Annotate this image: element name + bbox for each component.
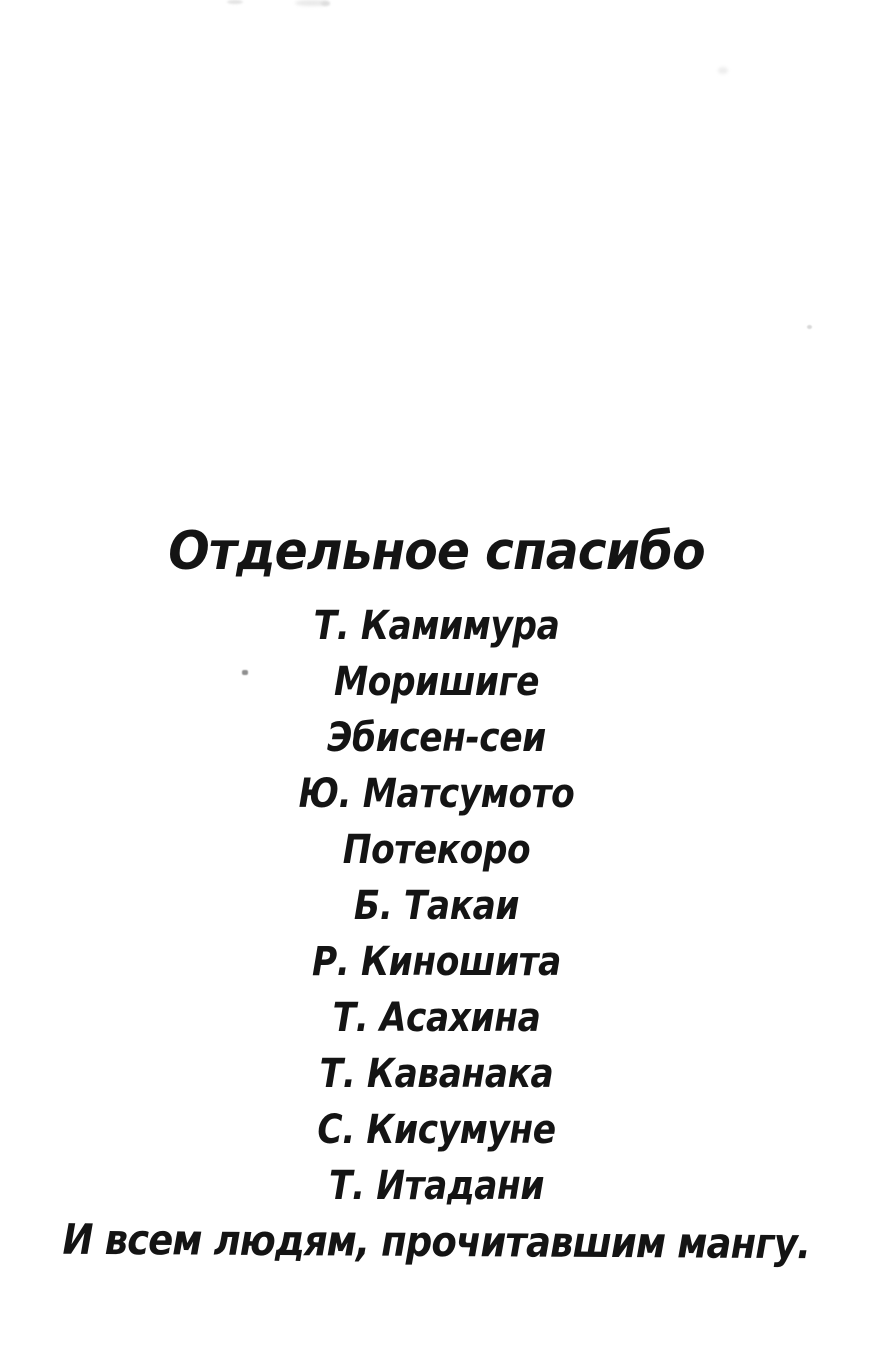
credits-block [0,520,873,1270]
credits-name: Т. Асахина [332,995,541,1041]
credits-name: Т. Каванака [319,1051,554,1097]
credits-name: Р. Киношита [312,939,561,985]
credits-name: Ю. Матсумото [298,771,575,817]
credits-name: Моришиге [333,659,540,705]
credits-name: Т. Итадани [328,1163,545,1209]
credits-name: Потекоро [342,827,531,873]
credits-name-list [61,598,812,1214]
credits-name: Эбисен-сеи [327,715,546,761]
credits-name: С. Кисумуне [317,1107,556,1153]
scan-speck [227,0,243,4]
credits-closing: И всем людям, прочитавшим мангу. [62,1214,811,1269]
credits-name: Т. Камимура [313,603,560,649]
scan-speck [321,1,330,6]
scan-speck [718,67,728,74]
scan-speck [807,325,812,329]
credits-name: Б. Такаи [353,883,520,929]
credits-title: Отдельное спасибо [168,521,705,582]
